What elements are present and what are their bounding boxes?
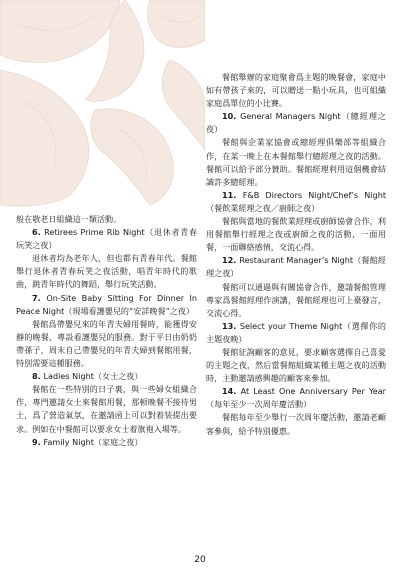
section-heading-8 (16, 370, 197, 383)
section-title: Retirees Prime Rib Night（退休者青春玩笑之夜） (16, 227, 197, 251)
section-body-12: 餐館可以通過與有關協會合作，邀請餐館管理專家爲餐館經理作演講，餐館經理也可上臺發言，交流心得。 (206, 281, 386, 318)
section-title: Select your Theme Night（選擇你的主題夜晚） (206, 320, 386, 344)
section-heading-9 (16, 436, 197, 449)
section-body-14: 餐館每年至少舉行一次周年慶活動，邀請老顧客參與，給予特別優惠。 (206, 412, 386, 436)
section-number: 8. (32, 371, 41, 382)
section-heading-10 (206, 110, 386, 136)
section-title: On-Site Baby Sitting For Dinner In Peace Night（現場看護嬰兒的“安詳晚餐”之夜） (16, 292, 197, 316)
section-heading-12 (206, 254, 386, 280)
section-number: 9. (32, 436, 41, 447)
left-column (16, 213, 197, 449)
section-body-11: 餐館與當地的餐飲業經理或廚師協會合作，利用餐館舉行經理之夜或廚師之夜的活動，一面用餐，一面聯絡感情，交流心得。 (206, 216, 386, 253)
section-number: 13. (222, 320, 237, 331)
section-number: 6. (32, 227, 41, 238)
section-heading-11 (206, 189, 386, 215)
section-title: F&B Directors Night/Chef’s Night（餐飲業經理之夜／廚師之夜） (206, 189, 386, 213)
right-column (206, 71, 386, 438)
section-title: Restaurant Manager’s Night（餐館經理之夜） (206, 255, 386, 279)
section-body-7: 餐館爲帶嬰兒來的年青夫婦用餐時，能獲得安靜的晚餐，專設看護嬰兒的服務。對于平日由奶奶帶孫子，周末自己帶嬰兒的年青夫婦到餐館用餐，特別需要這種服務。 (16, 318, 197, 369)
section-title: Ladies Night（女士之夜） (43, 371, 143, 382)
section-heading-7 (16, 292, 197, 318)
intro-tail-text: 般在敬老日組織這一類活動。 (16, 214, 122, 224)
section-body-10: 餐館與企業家協會或總經理俱樂部等組織合作，在某一晚上在本餐館舉行總經理之夜的活動。餐館可以給予部分贊助。餐館經理利用這個機會結識許多總經理。 (206, 137, 386, 187)
section-number: 12. (222, 255, 237, 266)
page-number: 20 (194, 555, 206, 565)
section-title: At Least One Anniversary Per Year（每年至少一次周年慶活動） (206, 386, 386, 410)
section-body-6: 退休者均為老年人，但也都有青春年代。餐館舉行退休者青春玩笑之夜活動，唱青年時代的歌曲，跳青年時代的舞蹈，舉行玩笑活動。 (16, 253, 197, 290)
section-heading-13 (206, 320, 386, 346)
section-body-8: 餐館在一些特別的日子裏，與一些婦女組織合作，專門邀請女士來餐館用餐，那顿晚餐不接待男士，爲了營造氣氛，在邀請函上可以對着装提出要求。例如在中餐館可以要求女士着旗袍入場等。 (16, 384, 197, 434)
family-night-body: 餐館舉辦的家庭聚會爲主題的晚餐會，家庭中如有帶孩子來的，可以贈送一點小玩具，也可組織家庭爲單位的小比賽。 (206, 72, 386, 109)
section-heading-6 (16, 226, 197, 252)
section-body-13: 餐館征詢顧客的意見，要求顧客選擇自己喜愛的主題之夜，然后當餐館組織某種主題之夜的活動時，主動邀請感興趣的顧客來參加。 (206, 346, 386, 384)
section-number: 10. (222, 111, 237, 122)
section-number: 7. (32, 292, 41, 303)
section-title: General Managers Night（總經理之夜） (206, 111, 386, 135)
section-heading-14 (206, 385, 386, 411)
section-number: 11. (222, 189, 237, 200)
decorative-floral-ornament (0, 0, 205, 210)
section-number: 14. (222, 386, 237, 397)
section-title: Family Night（家庭之夜） (43, 436, 143, 447)
